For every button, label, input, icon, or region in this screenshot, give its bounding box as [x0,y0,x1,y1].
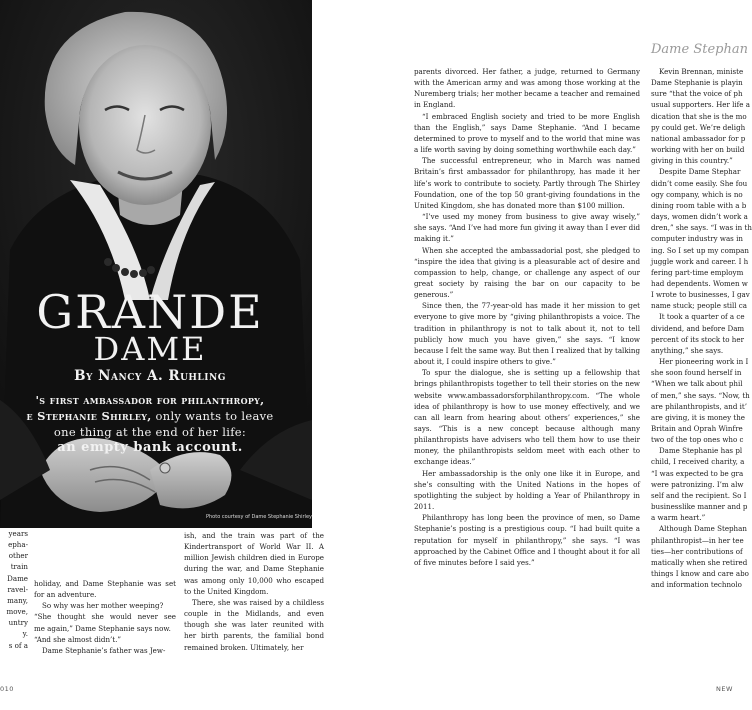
text-line: philanthropist—in her tee [651,535,744,545]
text-line: Although Dame Stephan [659,524,747,534]
text-line: “When we talk about phil [651,379,743,389]
text-line: Dame Stephanie’s father was Jew- [42,645,166,655]
paragraph: parents divorced. Her father, a judge, returned to Germany with the American army and was among those working at the Nuremberg trials; her mother became a teacher and remained in England. [414,67,640,110]
text-line: ogy company, which is no [651,189,743,199]
text-line: usual supporters. Her life a [651,100,750,110]
text-line: businesslike manner and p [651,502,748,512]
photo-credit: Photo courtesy of Dame Stephanie Shirley [206,514,312,520]
text-line: other [8,551,28,561]
deck-line-1: 's first ambassador for philanthropy, [35,393,265,407]
text-line: Dame [7,573,28,583]
paragraph: “I embraced English society and tried to be more English than the English,” says Dame Stephanie. “And I became determined to prove to myself and to the world that mine was a life worth saving by doing something worthwhile each day.” [414,111,640,155]
paragraph: Philanthropy has long been the province of men, so Dame Stephanie’s posting is a prestigious coup. “I had built quite a reputation for myself in philanthropy,” she says. “I was approached by the Cabinet Office and I thought about it for all of five minutes before I said yes.” [414,513,640,567]
text-line: “And she almost didn’t.” [34,634,122,644]
text-line: dining room table with a b [651,200,747,210]
portrait-photo [0,0,312,528]
text-line: many, [7,595,28,605]
text-line: “I was expected to be gra [651,468,744,478]
paragraph: To spur the dialogue, she is setting up a fellowship that brings philanthropists together to tell their stories on the new website www.ambassadorsforphilanthropy.com. “The whole idea of philanthropy is how to use money effectively, and we can all learn from hearing about others’ experiences,” she says. “This is a new concept because although many philanthropists have advisers who tell them how to use their money, the philanthropists seldom meet with each other to exchange ideas.” [414,368,640,467]
text-line: move, [6,607,28,617]
text-line: working with her on build [651,145,745,155]
text-line: computer industry was in [651,234,743,244]
text-line: percent of its stock to her [651,334,744,344]
text-line: anything,” she says. [651,345,724,355]
text-line: It took a quarter of a ce [659,312,745,322]
running-head: Dame Stephan [651,42,748,57]
text-line: national ambassador for p [651,133,746,143]
text-line: name stuck; people still ca [651,301,747,311]
deck [0,392,300,456]
text-line: ravel- [7,584,28,594]
text-line: holiday, and Dame Stephanie was set [34,579,176,588]
text-line: s of a [8,640,28,650]
text-line: “She thought she would never see [34,612,176,622]
left-folio: 010 [0,685,14,693]
text-line: Kevin Brennan, ministe [659,67,744,76]
text-line: child, I received charity, a [651,457,745,467]
paragraph: There, she was raised by a childless couple in the Midlands, and even though she was later reunited with her birth parents, the familial bond remained broken. Ultimately, her [184,597,324,652]
headline-dame: DAME [93,330,207,368]
deck-line-3: one thing at the end of her life: [53,425,247,439]
text-line: juggle work and career. I h [651,256,749,266]
text-line: matically when she retired [651,557,748,567]
text-line: ties—her contributions of [651,546,743,556]
paragraph: The successful entrepreneur, who in March was named Britain’s first ambassador for philanthropy, has made it her life’s work to contribute to society. Partly through The Shirley Foundation, one of the top 50 grant-giving foundations in the United Kingdom, she has donated more than $100 million. [414,156,640,210]
text-line: Dame Stephanie is playin [651,78,743,88]
paragraph: Since then, the 77-year-old has made it her mission to get everyone to give more by “giving philanthropists a voice. The tradition in philanthropy is not to talk about it, not to tell publicly how much you have given,” she says. “I know because I felt the same way. But then I realized that by talking about it, I could inspire others to give.” [414,301,640,367]
headline-grande: GRANDE [36,285,264,339]
text-line: giving in this country.” [651,156,733,166]
text-line: a warm heart.” [651,513,706,523]
byline: By Nancy A. Ruhling [74,368,226,384]
text-line: Despite Dame Stephar [659,167,741,177]
text-line: Her pioneering work in I [659,357,749,367]
text-line: were patronizing. I’m alw [651,479,744,489]
text-line: years [8,529,28,538]
paragraph: When she accepted the ambassadorial post, she pledged to “inspire the idea that giving is a pleasurable act of desire and compassion to help, change, or challenge any aspect of our great society by raising the bar on our capacity to be generous.” [414,245,640,300]
text-line: fering part-time employm [651,267,744,277]
text-line: train [10,562,28,572]
paragraph: “I’ve used my money from business to give away wisely,” she says. “And I’ve had more fun giving it away than I ever did making it.” [414,212,640,244]
text-line: sure “that the voice of ph [651,89,743,99]
text-line: ing. So I set up my compan [651,245,749,255]
left-column-3 [184,530,324,653]
text-line: self and the recipient. So I [651,490,747,500]
text-line: and information technolo [651,580,742,590]
text-line: are giving, it is money the [651,412,745,422]
left-column-2 [34,578,176,656]
text-line: of men,” she says. “Now, th [651,390,750,400]
text-line: dividend, and before Dam [651,323,745,333]
text-line: she soon found herself in [651,368,742,378]
paragraph: ish, and the train was part of the Kindertransport of World War II. A million Jewish children died in Europe during the war, and Dame Stephanie was among only 10,000 who escaped to the United Kingdom. [184,531,324,596]
text-line: dication that she is the mo [651,111,747,121]
deck-line-2 [0,408,300,424]
text-line: untry [8,618,28,628]
text-line: me again,” Dame Stephanie says now. [34,623,171,633]
deck-line-2-name: e Stephanie Shirley, [26,409,152,423]
text-line: y. [22,629,28,639]
right-column-2 [651,66,752,590]
text-line: two of the top ones who c [651,435,744,445]
left-column-1 [0,528,28,651]
text-line: had dependents. Women w [651,278,748,288]
text-line: I wrote to businesses, I gav [651,290,750,300]
text-line: are philanthropists, and it’ [651,401,748,411]
text-line: py could get. We’re deligh [651,122,746,132]
text-line: Britain and Oprah Winfre [651,424,743,433]
text-line: Dame Stephanie has pl [659,446,743,456]
text-line: for an adventure. [34,590,97,600]
text-line: dren,” she says. “I was in th [651,223,752,233]
deck-line-2-rest: only wants to leave [151,409,274,423]
right-folio: NEW [716,685,733,693]
text-line: didn’t come easily. She fou [651,178,748,188]
text-line: things I know and care abo [651,569,749,579]
paragraph: Her ambassadorship is the only one like it in Europe, and she’s consulting with the United Nations in the hopes of spotlighting the subject by holding a Year of Philanthropy in 2011. [414,468,640,512]
text-line: So why was her mother weeping? [42,601,164,611]
text-line: days, women didn’t work a [651,212,748,222]
right-column-1 [414,66,640,568]
text-line: epha- [8,540,28,550]
deck-line-4: an empty bank account. [57,440,243,455]
